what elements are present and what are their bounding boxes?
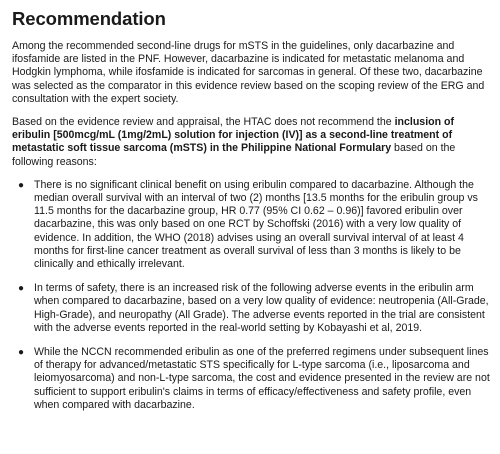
document-page	[12, 8, 490, 423]
list-item	[12, 346, 490, 412]
intro-paragraph: Among the recommended second-line drugs for mSTS in the guidelines, only dacarbazine and ifosfamide are listed in the PNF. However, dacarbazine is indicated for metastatic melanoma and Hodgkin lymphoma, while ifosfamide is indicated for sarcomas in general. Of these two, dacarbazine was selected as the comparator in this evidence review based on the scoping review of the ERG and consultation with the expert society.	[12, 40, 485, 105]
decision-paragraph	[12, 116, 490, 169]
reason-text: In terms of safety, there is an increased risk of the following adverse events in the eribulin arm when compared to dacarbazine, based on a very low quality of evidence: neutropenia (All-Grade, High-Grade), and neuropathy (All Grade). The adverse events reported in the trial are consistent with the adverse events reported in the real-world setting by Kobayashi et al, 2019.	[34, 282, 489, 334]
reason-text: While the NCCN recommended eribulin as one of the preferred regimens under subsequent lines of therapy for advanced/metastatic STS specifically for L-type sarcoma (i.e., liposarcoma and leiomyosarcoma) and non-L-type sarcoma, the cost and evidence presented in the review are not sufficient to support eribulin's claims in terms of efficacy/effectiveness and safety profile, even when compared with dacarbazine.	[34, 346, 490, 411]
bullet-icon: ●	[18, 179, 25, 191]
decision-bold-text: inclusion of eribulin [500mcg/mL (1mg/2mL) solution for injection (IV)] as a second-line treatment of metastatic soft tissue sarcoma (mSTS) in the Philippine National Formulary	[12, 116, 455, 155]
bullet-icon: ●	[18, 283, 25, 295]
section-heading: Recommendation	[12, 8, 166, 29]
reasons-list	[12, 179, 490, 412]
list-item	[12, 282, 490, 335]
reason-text: There is no significant clinical benefit on using eribulin compared to dacarbazine. Although the median overall survival with an interval of two (2) months [13.5 months for the eribulin group vs 11.5 months for the dacarbazine group, HR 0.77 (95% CI 0.62 – 0.96)] favored eribulin over dacarbazine, this was only based on one RCT by Schoffski (2016) with a very low quality of evidence. In addition, the WHO (2018) advises using an overall survival interval of at least 4 months for first-line cancer treatment as overall survival of less than 3 months is likely to be clinically and ethically irrelevant.	[34, 178, 478, 271]
list-item	[12, 179, 490, 271]
decision-text-end: based on the following reasons:	[12, 142, 456, 168]
bullet-icon: ●	[18, 347, 25, 359]
decision-text-start: Based on the evidence review and appraisal, the HTAC does not recommend the	[12, 116, 395, 129]
